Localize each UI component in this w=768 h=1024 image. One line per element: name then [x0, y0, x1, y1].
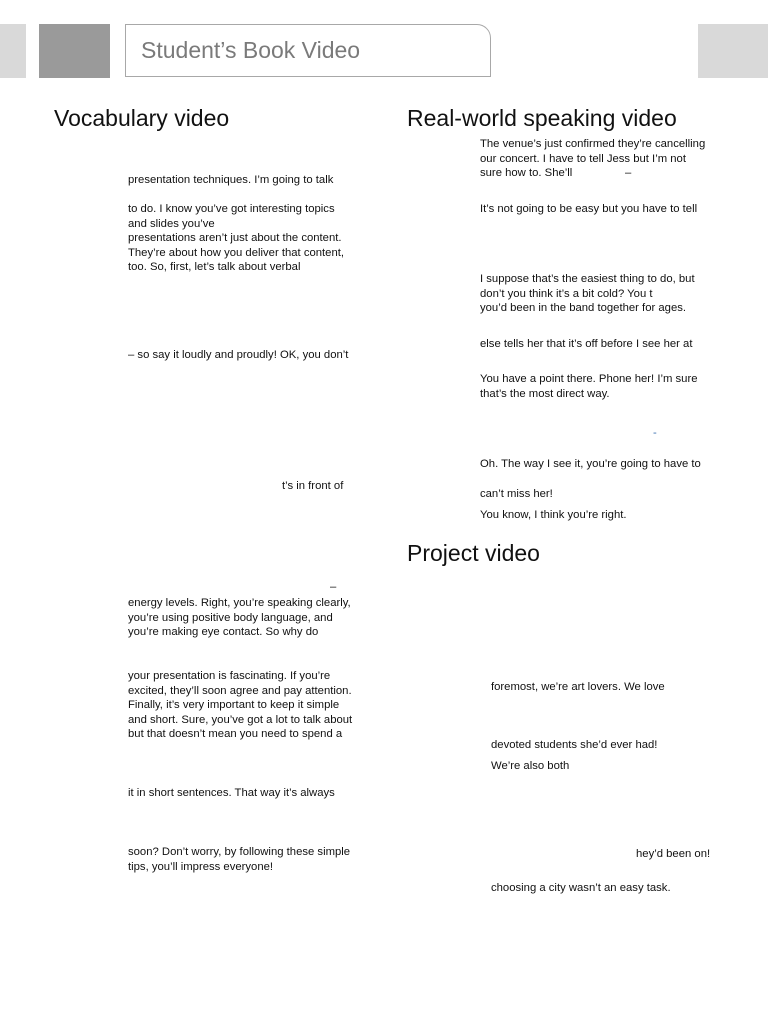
project-block-4: hey’d been on!: [636, 848, 711, 860]
header-grey-block: [39, 24, 110, 78]
vocab-block-8: it in short sentences. That way it’s always: [128, 787, 335, 799]
speaking-block-9: can’t miss her!: [480, 488, 553, 500]
header-title-box: [125, 24, 491, 77]
vocabulary-heading: Vocabulary video: [54, 105, 230, 131]
vocab-block-1: presentation techniques. I’m going to talk: [128, 174, 334, 186]
header-left-tab: [0, 24, 26, 78]
page-title: Student’s Book Video: [141, 37, 361, 63]
vocab-block-2: to do. I know you’ve got interesting topics and slides you’ve presentations aren’t just about the content. They’re about how you deliver that content, too. So, first, let’s talk about verbal: [128, 203, 345, 274]
speaking-block-3: It’s not going to be easy but you have to tell: [480, 203, 698, 215]
project-block-1: foremost, we’re art lovers. We love: [491, 681, 665, 693]
project-block-3: We’re also both: [491, 760, 570, 772]
speaking-heading: Real-world speaking video: [407, 105, 677, 131]
vocab-block-7: your presentation is fascinating. If you’re excited, they’ll soon agree and pay attention. Finally, it’s very important to keep it simple and short. Sure, you’ve got a lot to talk about but that doesn’t mean you need to spend a: [128, 670, 353, 741]
project-block-2: devoted students she’d ever had!: [491, 739, 658, 751]
vocab-block-9: soon? Don’t worry, by following these simple tips, you’ll impress everyone!: [128, 846, 351, 873]
speaking-block-10: You know, I think you’re right.: [480, 509, 627, 521]
project-heading: Project video: [407, 540, 540, 566]
vocab-block-3: – so say it loudly and proudly! OK, you don’t: [128, 349, 349, 361]
speaking-block-6: You have a point there. Phone her! I’m sure that’s the most direct way.: [480, 373, 698, 400]
vocab-block-6: energy levels. Right, you’re speaking clearly, you’re using positive body language, and you’re making eye contact. So why do: [128, 597, 351, 639]
header-right-tab: [698, 24, 768, 78]
vocab-block-4: t’s in front of: [282, 480, 344, 492]
speaking-block-1: The venue’s just confirmed they’re cancelling our concert. I have to tell Jess but I’m not sure how to. She’ll: [480, 138, 706, 180]
speaking-block-5: else tells her that it’s off before I see her at: [480, 338, 693, 350]
speaking-block-8: Oh. The way I see it, you’re going to have to: [480, 458, 701, 470]
speaking-block-2: –: [625, 167, 632, 179]
project-block-5: choosing a city wasn’t an easy task.: [491, 882, 671, 894]
speaking-block-7: -: [653, 427, 657, 439]
speaking-block-4: I suppose that’s the easiest thing to do, but don’t you think it’s a bit cold? You t you’d been in the band together for ages.: [480, 273, 695, 315]
vocab-block-5: –: [330, 581, 337, 593]
